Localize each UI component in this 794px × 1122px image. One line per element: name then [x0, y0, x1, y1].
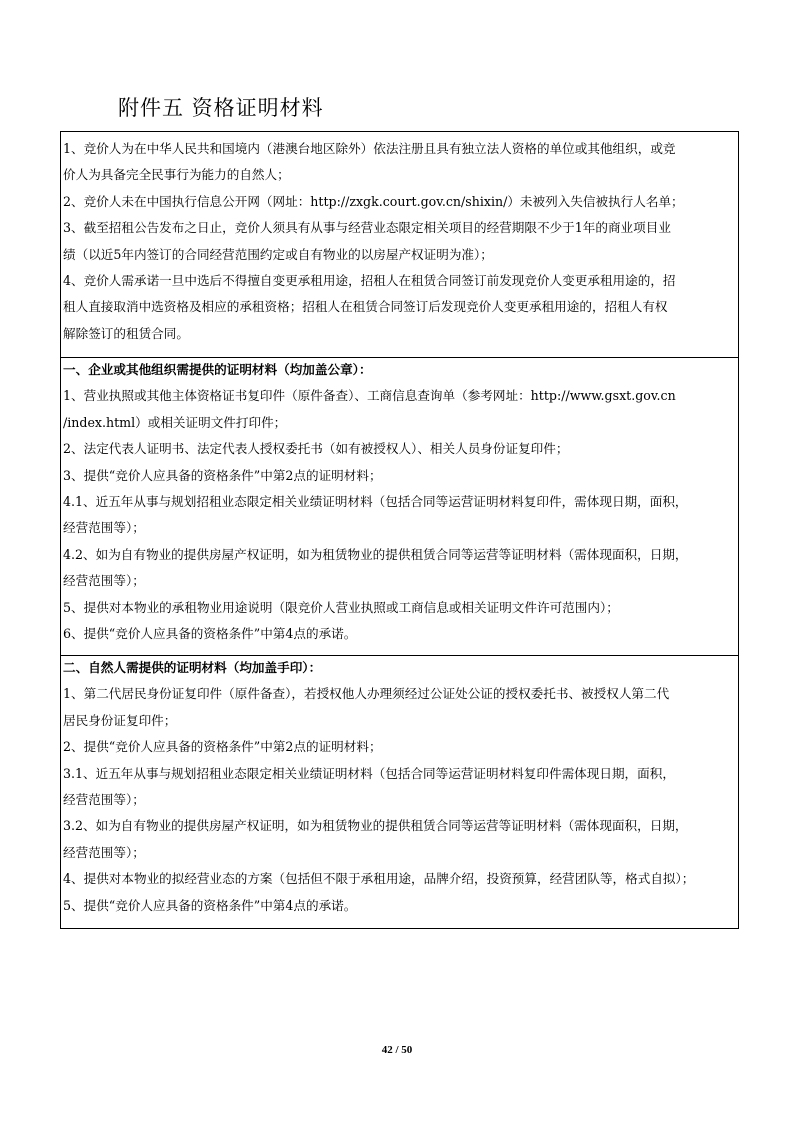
- text-line: 4、竞价人需承诺一旦中选后不得擅自变更承租用途，招租人在租赁合同签订前发现竞价人变更承租用途的，招: [63, 273, 676, 289]
- enterprise-materials-section: [60, 357, 739, 655]
- text-line: 价人为具备完全民事行为能力的自然人；: [63, 167, 290, 183]
- text-line: 1、营业执照或其他主体资格证书复印件（原件备查）、工商信息查询单（参考网址：http://www.gsxt.gov.cn: [63, 388, 676, 404]
- text-line: /index.html）或相关证明文件打印件；: [63, 414, 287, 430]
- text-line: 3.2、如为自有物业的提供房屋产权证明，如为租赁物业的提供租赁合同等运营等证明材料（需体现面积，日期，: [63, 818, 688, 834]
- page-number: 42 / 50: [381, 1044, 413, 1056]
- page-title: 附件五 资格证明材料: [118, 96, 324, 120]
- text-line: 4.2、如为自有物业的提供房屋产权证明，如为租赁物业的提供租赁合同等运营等证明材料（需体现面积，日期，: [63, 546, 688, 562]
- text-line: 2、提供“竞价人应具备的资格条件”中第2点的证明材料；: [63, 739, 382, 755]
- text-line: 经营范围等）；: [63, 520, 145, 536]
- text-line: 经营范围等）；: [63, 844, 145, 860]
- text-line: 6、提供“竞价人应具备的资格条件”中第4点的承诺。: [63, 626, 357, 642]
- individual-materials-section: [60, 655, 739, 929]
- text-line: 5、提供对本物业的承租物业用途说明（限竞价人营业执照或工商信息或相关证明文件许可范围内）；: [63, 599, 619, 615]
- requirements-section: [60, 131, 739, 357]
- text-line: 经营范围等）；: [63, 792, 145, 808]
- text-line: 3.1、近五年从事与规划招租业态限定相关业绩证明材料（包括合同等运营证明材料复印件需体现日期，面积，: [63, 765, 675, 781]
- text-line: 5、提供“竞价人应具备的资格条件”中第4点的承诺。: [63, 897, 357, 913]
- text-line: 3、截至招租公告发布之日止，竞价人须具有从事与经营业态限定相关项目的经营期限不少于1年的商业项目业: [63, 220, 671, 236]
- text-line: 经营范围等）；: [63, 573, 145, 589]
- text-line: 1、竞价人为在中华人民共和国境内（港澳台地区除外）依法注册且具有独立法人资格的单位或其他组织，或竞: [63, 141, 676, 156]
- text-line: 2、法定代表人证明书、法定代表人授权委托书（如有被授权人）、相关人员身份证复印件；: [63, 441, 569, 457]
- text-line: 2、竞价人未在中国执行信息公开网（网址：http://zxgk.court.gov.cn/shixin/）未被列入失信被执行人名单；: [63, 193, 684, 209]
- text-line: 4.1、近五年从事与规划招租业态限定相关业绩证明材料（包括合同等运营证明材料复印件，需体现日期，面积，: [63, 494, 688, 510]
- text-line: 4、提供对本物业的拟经营业态的方案（包括但不限于承租用途，品牌介绍，投资预算，经营团队等，格式自拟）；: [63, 871, 695, 887]
- text-line: 租人直接取消中选资格及相应的承租资格；招租人在租赁合同签订后发现竞价人变更承租用途的，招租人有权: [63, 299, 668, 315]
- text-line: 1、第二代居民身份证复印件（原件备查），若授权他人办理须经过公证处公证的授权委托书、被授权人第二代: [63, 686, 670, 702]
- text-line: 3、提供“竞价人应具备的资格条件”中第2点的证明材料；: [63, 467, 382, 483]
- text-line: 居民身份证复印件；: [63, 712, 177, 728]
- section-heading: 一、企业或其他组织需提供的证明材料（均加盖公章）：: [63, 362, 372, 377]
- section-heading: 二、自然人需提供的证明材料（均加盖手印）：: [63, 660, 322, 675]
- text-line: 解除签订的租赁合同。: [63, 325, 189, 341]
- text-line: 绩（以近5年内签订的合同经营范围约定或自有物业的以房屋产权证明为准）；: [63, 246, 493, 262]
